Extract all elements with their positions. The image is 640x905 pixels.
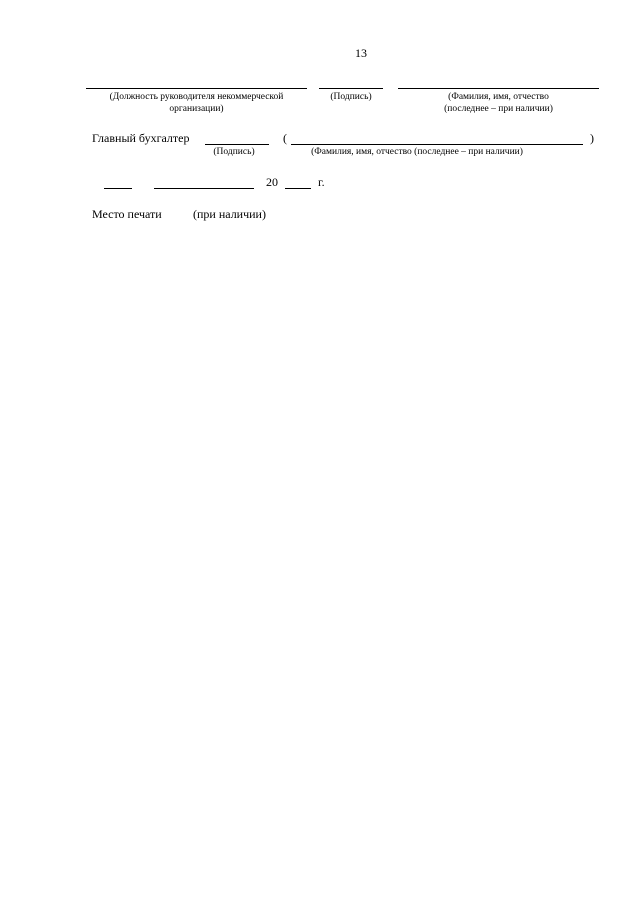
page-number: 13 [355, 46, 367, 60]
head-signature-line [319, 88, 383, 89]
head-name-caption-line2: (последнее – при наличии) [444, 104, 553, 114]
position-caption [86, 91, 307, 115]
chief-accountant-label: Главный бухгалтер [92, 131, 190, 145]
head-signature-caption: (Подпись) [330, 92, 372, 102]
chief-accountant-open-paren: ( [283, 131, 287, 145]
position-caption-line1: (Должность руководителя некоммерческой [109, 92, 284, 102]
date-year-prefix: 20 [266, 175, 278, 189]
position-line [86, 88, 307, 89]
stamp-label: Место печати [92, 207, 162, 221]
head-name-caption-line1: (Фамилия, имя, отчество [448, 92, 549, 102]
chief-accountant-signature-line [205, 144, 269, 145]
head-name-caption [398, 91, 599, 115]
date-year-suffix: г. [318, 175, 325, 189]
stamp-note: (при наличии) [193, 207, 266, 221]
chief-accountant-close-paren: ) [590, 131, 594, 145]
date-month-line [154, 188, 254, 189]
date-year-line [285, 188, 311, 189]
position-caption-line2: организации) [169, 104, 224, 114]
chief-accountant-name-caption: (Фамилия, имя, отчество (последнее – при наличии) [311, 147, 523, 157]
chief-accountant-name-line [291, 144, 583, 145]
head-name-line [398, 88, 599, 89]
date-day-line [104, 188, 132, 189]
chief-accountant-signature-caption: (Подпись) [213, 147, 255, 157]
